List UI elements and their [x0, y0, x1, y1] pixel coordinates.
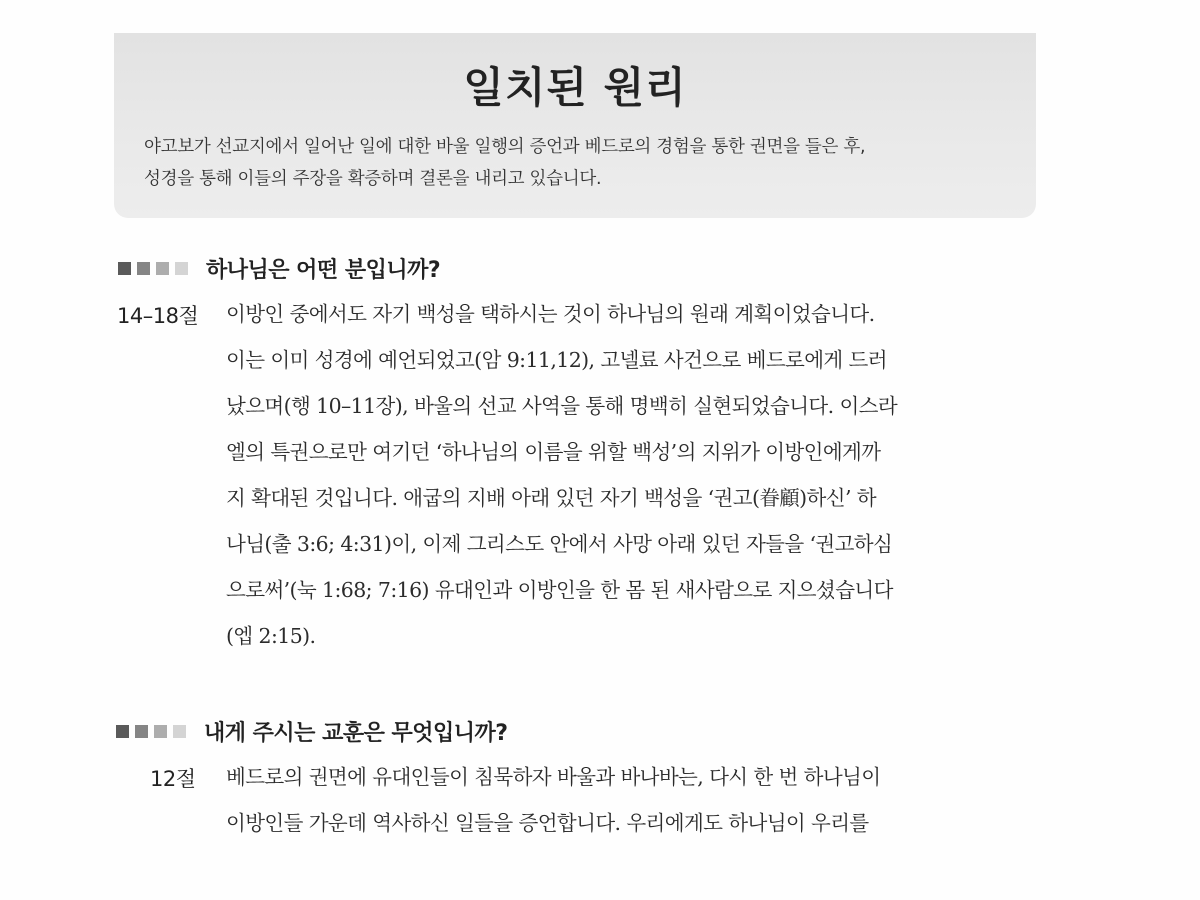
page-title: 일치된 원리 [463, 63, 687, 112]
body-line: 났으며(행 10–11장), 바울의 선교 사역을 통해 명백히 실현되었습니다. 이스라 [226, 394, 898, 418]
header-box [114, 33, 1036, 218]
body-line: 지 확대된 것입니다. 애굽의 지배 아래 있던 자기 백성을 ‘권고(眷顧)하신’ 하 [226, 486, 876, 510]
body-line: 엘의 특권으로만 여기던 ‘하나님의 이름을 위할 백성’의 지위가 이방인에게까 [226, 440, 881, 464]
body-line: 으로써’(눅 1:68; 7:16) 유대인과 이방인을 한 몸 된 새사람으로 지으셨습니다 [226, 578, 893, 602]
summary-line: 성경을 통해 이들의 주장을 확증하며 결론을 내리고 있습니다. [144, 169, 602, 189]
body-line: 이방인들 가운데 역사하신 일들을 증언합니다. 우리에게도 하나님이 우리를 [226, 811, 869, 835]
body-line: 나님(출 3:6; 4:31)이, 이제 그리스도 안에서 사망 아래 있던 자들을 ‘권고하심 [226, 532, 893, 556]
verse-label: 12절 [150, 767, 196, 791]
body-line: 이방인 중에서도 자기 백성을 택하시는 것이 하나님의 원래 계획이었습니다. [226, 302, 875, 326]
verse-label: 14–18절 [117, 304, 199, 328]
section-body-1 [226, 291, 1032, 659]
section-heading-2 [116, 716, 508, 746]
section-heading-1 [118, 253, 440, 283]
bullet-squares-icon [116, 725, 192, 738]
summary-line: 야고보가 선교지에서 일어난 일에 대한 바울 일행의 증언과 베드로의 경험을 통한 권면을 들은 후, [144, 137, 866, 157]
body-line: (엡 2:15). [226, 624, 316, 648]
body-line: 이는 이미 성경에 예언되었고(암 9:11,12), 고넬료 사건으로 베드로에게 드러 [226, 348, 887, 372]
header-summary [144, 131, 1024, 195]
section-heading-text: 하나님은 어떤 분입니까? [206, 257, 441, 283]
section-heading-text: 내게 주시는 교훈은 무엇입니까? [204, 720, 508, 746]
bullet-squares-icon [118, 262, 194, 275]
body-line: 베드로의 권면에 유대인들이 침묵하자 바울과 바나바는, 다시 한 번 하나님이 [226, 765, 881, 789]
section-body-2 [226, 754, 1032, 846]
